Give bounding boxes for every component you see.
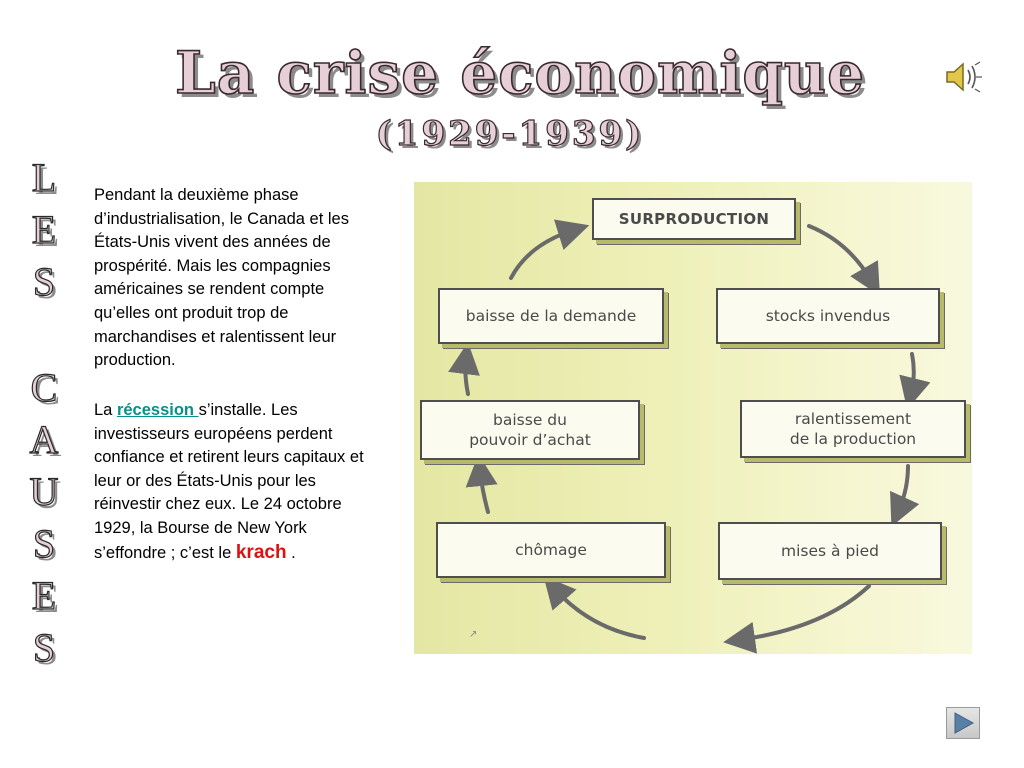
text: La — [94, 401, 117, 419]
text: s’installe. Les investisseurs européens perdent confiance et retirent leurs capitaux et leur or des États-Unis pour les réinvestir chez eux. Le 24 octobre 1929, la Bourse de New York s’effondre ; c’est le — [94, 401, 364, 562]
next-arrow-icon — [947, 708, 979, 738]
box-mises-a-pied — [718, 522, 942, 580]
krach-highlight: krach — [235, 541, 287, 563]
letter: E — [31, 573, 57, 618]
recession-link[interactable]: récession — [116, 401, 199, 419]
letter: S — [32, 521, 56, 566]
box-label: SURPRODUCTION — [618, 210, 770, 228]
letter: C — [30, 365, 58, 410]
paragraph-prosperity: Pendant la deuxième phase d’industrialisation, le Canada et les États-Unis vivent des années de prospérité. Mais les compagnies américaines se rendent compte qu’elles ont produit trop de marchandises et ralentissent leur production. — [94, 186, 349, 370]
box-label: chômage — [515, 541, 587, 559]
box-label: stocks invendus — [765, 307, 891, 325]
letter: S — [32, 259, 56, 304]
letter: S — [32, 625, 56, 670]
box-chomage — [436, 522, 666, 578]
letter: U — [29, 469, 59, 514]
letter: L — [31, 155, 57, 200]
letter: E — [31, 207, 57, 252]
vertical-heading-les — [24, 152, 64, 308]
letter: A — [29, 417, 59, 462]
box-label: baisse de la demande — [465, 307, 637, 325]
box-pouvoir-achat — [420, 400, 640, 460]
page-title: La crise économique — [175, 39, 865, 107]
speaker-icon[interactable] — [944, 60, 984, 94]
svg-text:↗: ↗ — [469, 629, 478, 640]
next-slide-button[interactable] — [946, 707, 980, 739]
paragraph-recession — [94, 399, 376, 565]
vertical-heading-causes — [24, 362, 64, 674]
box-label: ralentissement de la production — [789, 410, 917, 448]
text: . — [286, 543, 296, 562]
page-subtitle: (1929-1939) — [375, 114, 645, 154]
crisis-cycle-diagram — [414, 182, 972, 654]
box-stocks-invendus — [716, 288, 940, 344]
box-baisse-demande — [438, 288, 664, 344]
box-ralentissement — [740, 400, 966, 458]
box-label: baisse du pouvoir d’achat — [469, 411, 591, 449]
box-surproduction — [592, 198, 796, 240]
box-label: mises à pied — [781, 542, 879, 560]
